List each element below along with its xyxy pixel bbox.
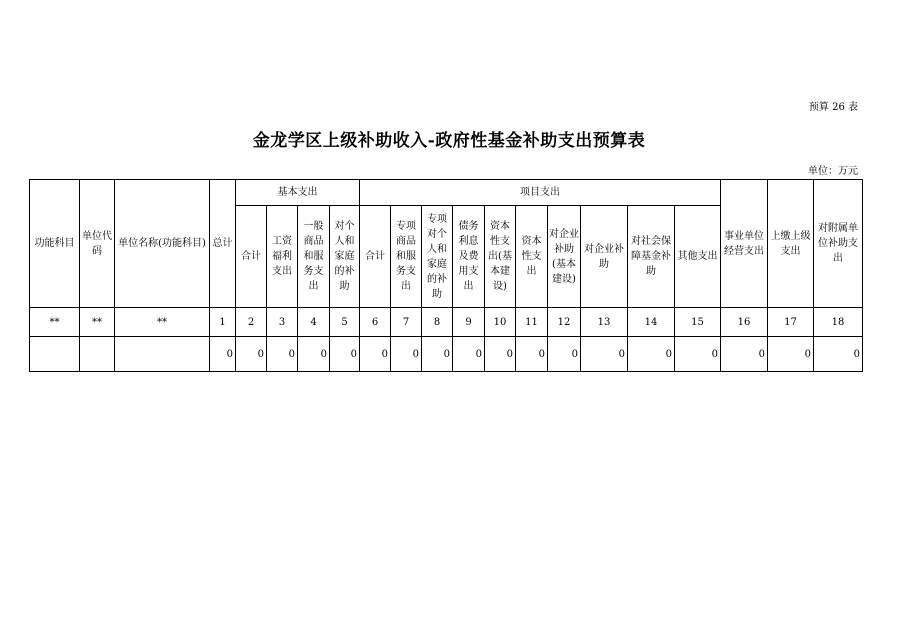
index-row bbox=[30, 308, 863, 337]
index-cell: 4 bbox=[298, 308, 330, 337]
header-project-item: 资本性支出(基本建设) bbox=[485, 206, 516, 308]
index-cell: 2 bbox=[236, 308, 267, 337]
index-cell: 6 bbox=[360, 308, 391, 337]
index-cell: 1 bbox=[210, 308, 236, 337]
index-cell: 8 bbox=[422, 308, 453, 337]
header-row-groups bbox=[30, 180, 863, 206]
index-cell: 10 bbox=[485, 308, 516, 337]
value-cell: 0 bbox=[548, 337, 581, 372]
index-cell: 5 bbox=[330, 308, 360, 337]
index-cell: 11 bbox=[516, 308, 548, 337]
value-cell: 0 bbox=[453, 337, 485, 372]
value-cell: 0 bbox=[422, 337, 453, 372]
index-cell: 16 bbox=[721, 308, 768, 337]
value-cell: 0 bbox=[485, 337, 516, 372]
index-cell: 18 bbox=[814, 308, 863, 337]
header-project-item: 其他支出 bbox=[675, 206, 721, 308]
header-basic-item: 工资福利支出 bbox=[267, 206, 298, 308]
header-project-group: 项目支出 bbox=[360, 180, 721, 206]
header-basic-item: 对个人和家庭的补助 bbox=[330, 206, 360, 308]
header-basic-group: 基本支出 bbox=[236, 180, 360, 206]
index-cell: 17 bbox=[768, 308, 814, 337]
index-cell: 14 bbox=[628, 308, 675, 337]
value-cell bbox=[80, 337, 115, 372]
value-cell: 0 bbox=[298, 337, 330, 372]
index-cell: 3 bbox=[267, 308, 298, 337]
value-cell: 0 bbox=[581, 337, 628, 372]
value-cell: 0 bbox=[210, 337, 236, 372]
header-project-item: 资本性支出 bbox=[516, 206, 548, 308]
index-cell: 13 bbox=[581, 308, 628, 337]
index-cell: 12 bbox=[548, 308, 581, 337]
value-cell: 0 bbox=[236, 337, 267, 372]
header-project-item: 对企业补助(基本建设) bbox=[548, 206, 581, 308]
budget-table bbox=[29, 179, 863, 372]
header-total: 总计 bbox=[210, 180, 236, 308]
header-upper-paid: 上缴上级支出 bbox=[768, 180, 814, 308]
header-project-item: 债务利息及费用支出 bbox=[453, 206, 485, 308]
value-cell: 0 bbox=[721, 337, 768, 372]
index-cell: ** bbox=[115, 308, 210, 337]
index-cell: ** bbox=[80, 308, 115, 337]
value-row bbox=[30, 337, 863, 372]
header-basic-item: 一般商品和服务支出 bbox=[298, 206, 330, 308]
value-cell: 0 bbox=[768, 337, 814, 372]
header-unit-name: 单位名称(功能科目) bbox=[115, 180, 210, 308]
value-cell bbox=[30, 337, 80, 372]
value-cell: 0 bbox=[360, 337, 391, 372]
header-subsidiary: 对附属单位补助支出 bbox=[814, 180, 863, 308]
page-title: 金龙学区上级补助收入-政府性基金补助支出预算表 bbox=[252, 131, 646, 151]
header-project-item: 合计 bbox=[360, 206, 391, 308]
header-project-item: 对社会保障基金补助 bbox=[628, 206, 675, 308]
value-cell: 0 bbox=[391, 337, 422, 372]
index-cell: 7 bbox=[391, 308, 422, 337]
header-basic-item: 合计 bbox=[236, 206, 267, 308]
value-cell: 0 bbox=[628, 337, 675, 372]
unit-label: 单位：万元 bbox=[808, 166, 858, 177]
header-project-item: 专项对个人和家庭的补助 bbox=[422, 206, 453, 308]
index-cell: 9 bbox=[453, 308, 485, 337]
header-func-subject: 功能科目 bbox=[30, 180, 80, 308]
value-cell: 0 bbox=[516, 337, 548, 372]
header-unit-code: 单位代码 bbox=[80, 180, 115, 308]
value-cell: 0 bbox=[330, 337, 360, 372]
header-project-item: 对企业补助 bbox=[581, 206, 628, 308]
header-project-item: 专项商品和服务支出 bbox=[391, 206, 422, 308]
index-cell: ** bbox=[30, 308, 80, 337]
header-enterprise-ops: 事业单位经营支出 bbox=[721, 180, 768, 308]
value-cell: 0 bbox=[267, 337, 298, 372]
value-cell bbox=[115, 337, 210, 372]
value-cell: 0 bbox=[675, 337, 721, 372]
form-number: 预算 26 表 bbox=[808, 102, 858, 113]
value-cell: 0 bbox=[814, 337, 863, 372]
index-cell: 15 bbox=[675, 308, 721, 337]
